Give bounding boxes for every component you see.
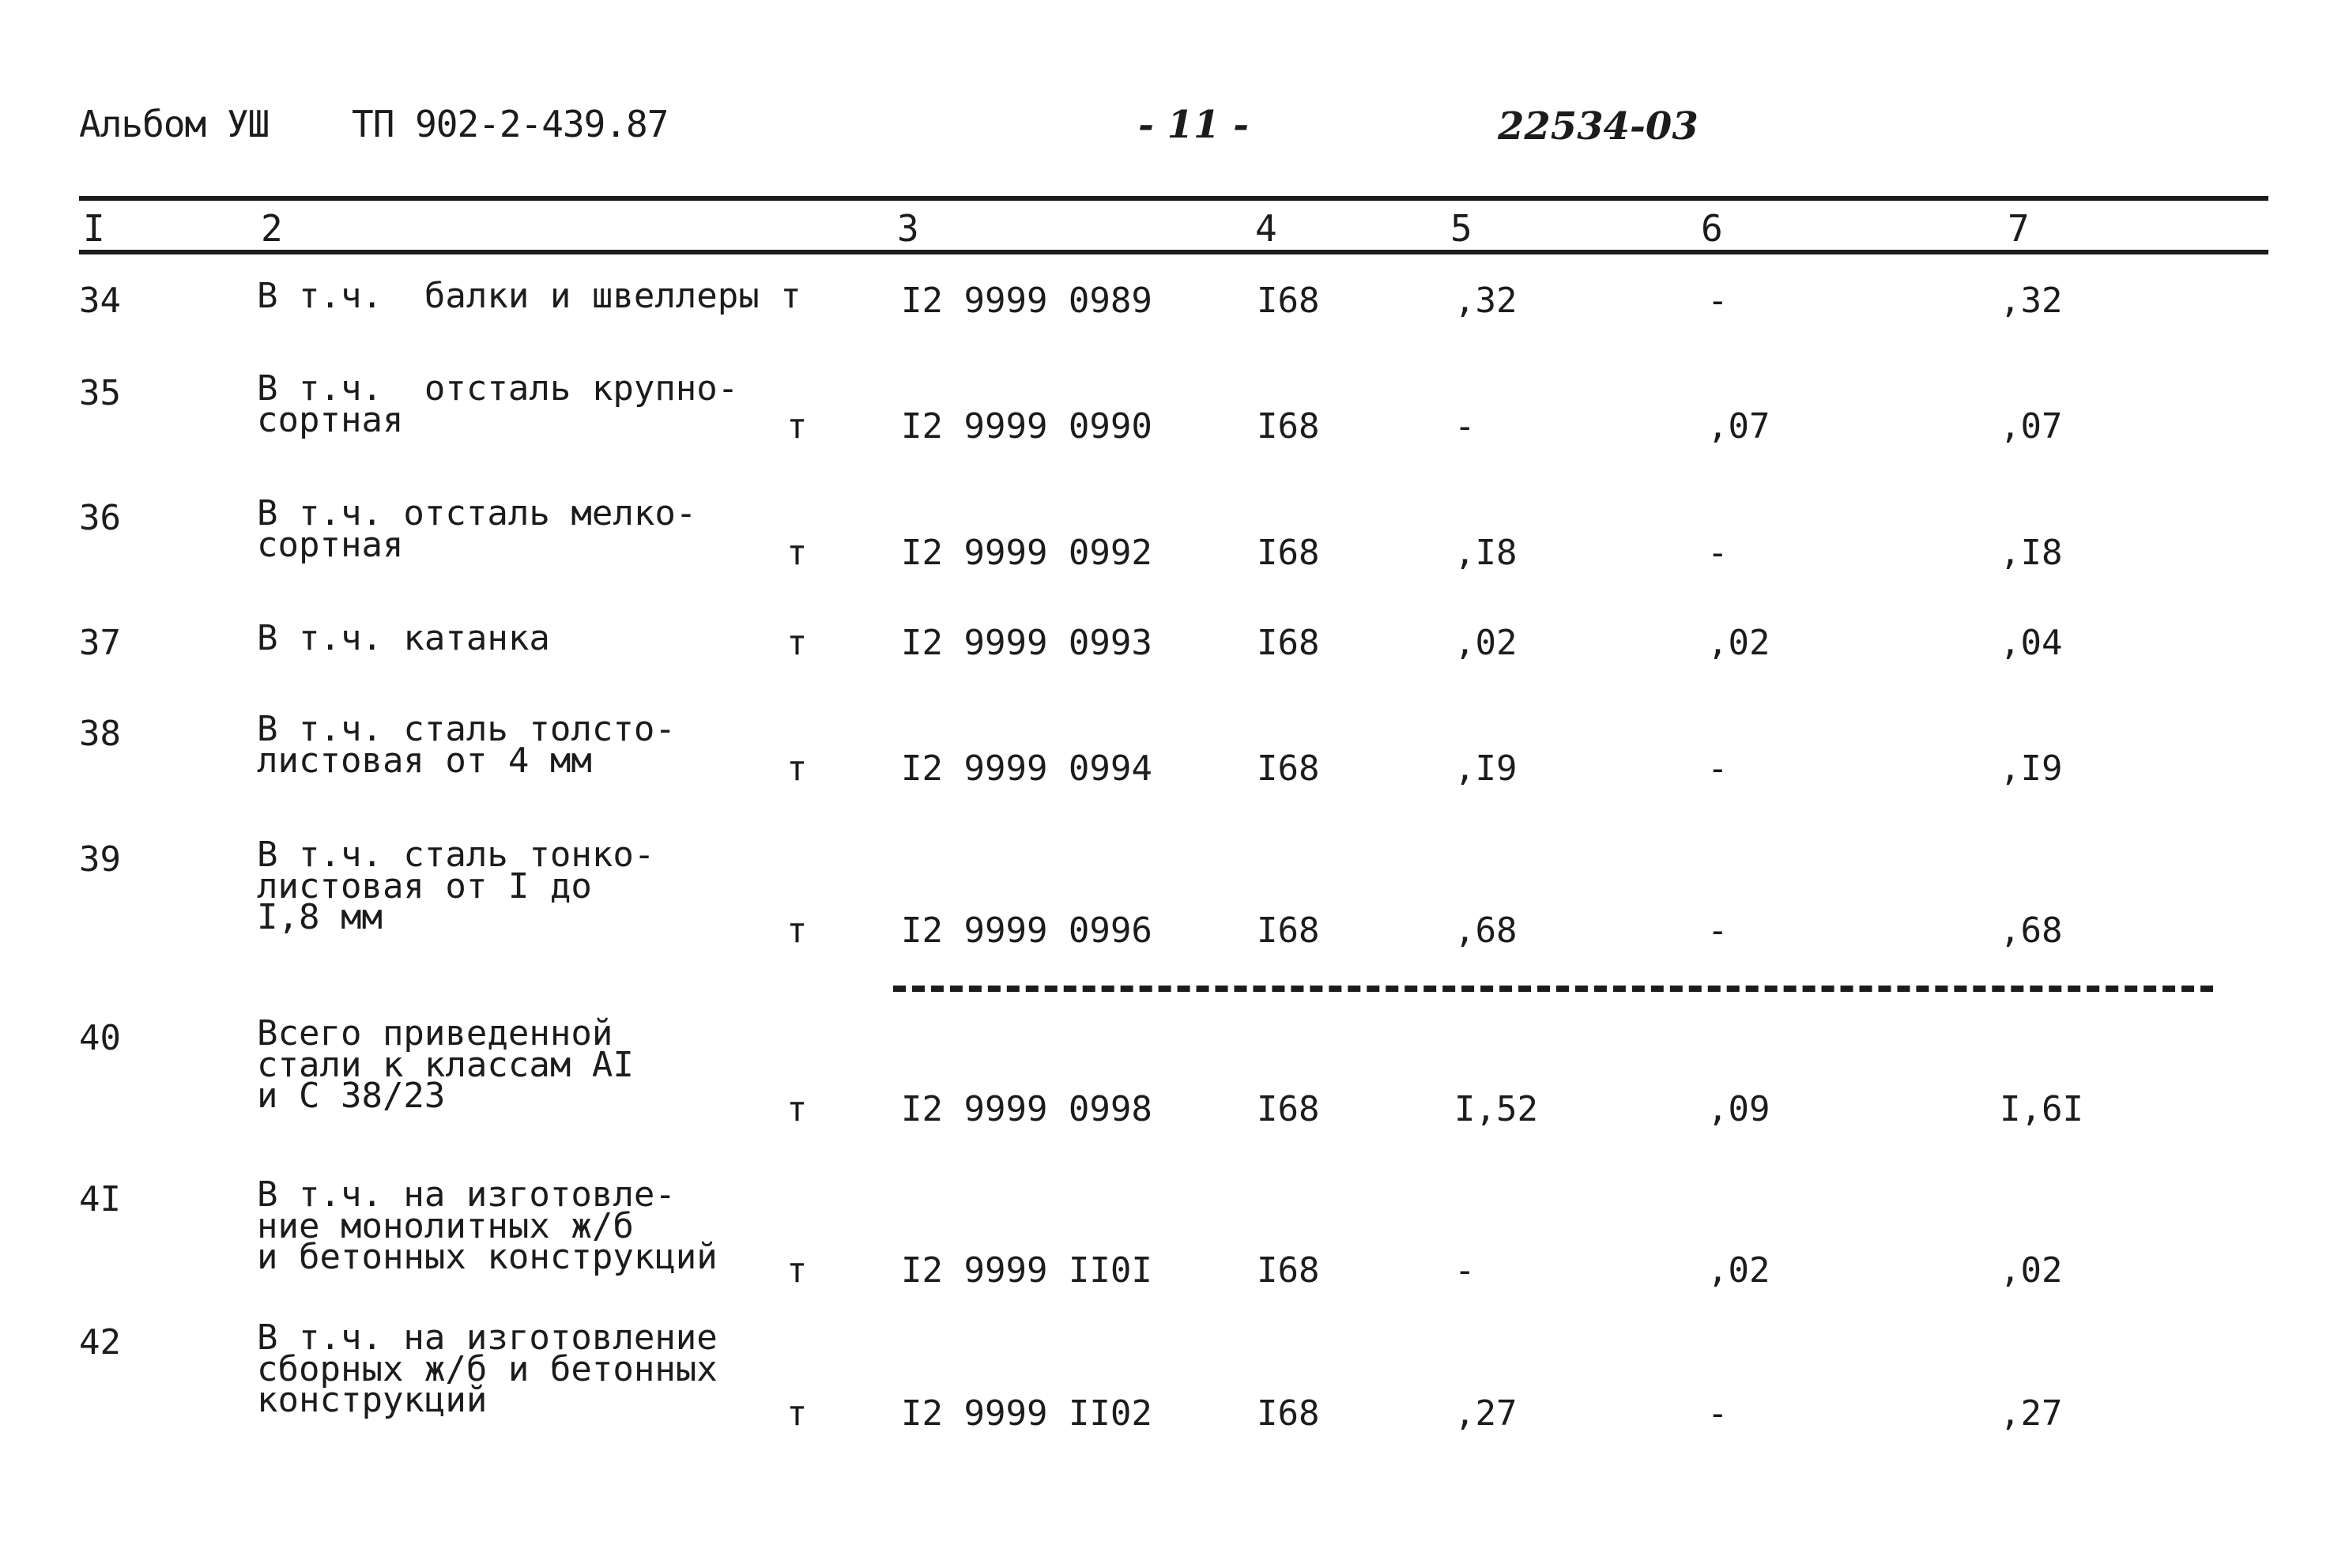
unit-label: т	[786, 1393, 808, 1434]
col6-value: -	[1707, 281, 1729, 321]
col7-value: ,02	[2000, 1250, 2063, 1291]
item-code: I2 9999 0992	[901, 533, 1152, 573]
row-number: 4I	[79, 1179, 121, 1219]
item-name: Всего приведенной стали к классам АI и С 38/23	[257, 1013, 634, 1117]
col4-value: I68	[1257, 910, 1320, 951]
item-name: В т.ч. отсталь мелко- сортная	[257, 493, 697, 565]
column-header-1: I	[83, 207, 105, 250]
col6-value: ,07	[1707, 406, 1770, 447]
item-code: I2 9999 0994	[901, 748, 1152, 789]
column-header-3: 3	[897, 207, 919, 250]
col7-value: ,32	[2000, 281, 2063, 321]
row-number: 36	[79, 498, 121, 538]
col5-value: ,I8	[1454, 533, 1518, 573]
page-number: - 11 -	[1138, 103, 1250, 147]
col4-value: I68	[1257, 406, 1320, 447]
column-header-7: 7	[2008, 207, 2030, 250]
unit-label: т	[786, 406, 808, 447]
row-number: 42	[79, 1322, 121, 1363]
item-name: В т.ч. катанка	[257, 618, 550, 658]
column-header-2: 2	[261, 207, 283, 250]
col5-value: ,02	[1454, 623, 1518, 663]
col5-value: ,27	[1454, 1393, 1518, 1434]
item-code: I2 9999 0998	[901, 1089, 1152, 1129]
col7-value: ,I9	[2000, 748, 2063, 789]
row-number: 35	[79, 373, 121, 413]
col6-value: ,02	[1707, 1250, 1770, 1291]
project-code: ТП 902-2-439.87	[352, 103, 669, 145]
row-number: 40	[79, 1018, 121, 1058]
item-name: В т.ч. сталь тонко- листовая от I до I,8 мм	[257, 835, 655, 938]
row-number: 37	[79, 623, 121, 663]
row-number: 39	[79, 839, 121, 880]
table-top-rule	[79, 196, 2268, 201]
album-label: Альбом УШ	[79, 103, 270, 145]
item-code: I2 9999 0990	[901, 406, 1152, 447]
col6-value: -	[1707, 1393, 1729, 1434]
col7-value: ,07	[2000, 406, 2063, 447]
col4-value: I68	[1257, 1393, 1320, 1434]
dashed-separator	[893, 986, 2213, 992]
col7-value: ,04	[2000, 623, 2063, 663]
column-header-6: 6	[1701, 207, 1723, 250]
col4-value: I68	[1257, 748, 1320, 789]
col6-value: -	[1707, 533, 1729, 573]
column-header-rule	[79, 250, 2268, 254]
item-code: I2 9999 0989	[901, 281, 1152, 321]
col7-value: ,I8	[2000, 533, 2063, 573]
col5-value: I,52	[1454, 1089, 1538, 1129]
item-name: В т.ч. на изготовле- ние монолитных ж/б и бетонных конструкций	[257, 1174, 718, 1278]
col6-value: -	[1707, 748, 1729, 789]
item-code: I2 9999 0996	[901, 910, 1152, 951]
row-number: 38	[79, 714, 121, 754]
col4-value: I68	[1257, 281, 1320, 321]
item-code: I2 9999 0993	[901, 623, 1152, 663]
unit-label: т	[786, 533, 808, 573]
col4-value: I68	[1257, 1250, 1320, 1291]
col6-value: ,02	[1707, 623, 1770, 663]
col5-value: ,68	[1454, 910, 1518, 951]
col5-value: ,32	[1454, 281, 1518, 321]
unit-label: т	[786, 1250, 808, 1291]
unit-label: т	[786, 623, 808, 663]
col7-value: ,27	[2000, 1393, 2063, 1434]
col6-value: ,09	[1707, 1089, 1770, 1129]
col5-value: -	[1454, 406, 1476, 447]
item-name: В т.ч. отсталь крупно- сортная	[257, 368, 739, 440]
col4-value: I68	[1257, 1089, 1320, 1129]
col6-value: -	[1707, 910, 1729, 951]
unit-label: т	[786, 748, 808, 789]
item-name: В т.ч. сталь толсто- листовая от 4 мм	[257, 709, 676, 781]
item-code: I2 9999 II0I	[901, 1250, 1152, 1291]
unit-label: т	[786, 1089, 808, 1129]
item-name: В т.ч. балки и швеллеры т	[257, 276, 801, 316]
col7-value: I,6I	[2000, 1089, 2083, 1129]
col4-value: I68	[1257, 533, 1320, 573]
col5-value: -	[1454, 1250, 1476, 1291]
column-header-5: 5	[1450, 207, 1472, 250]
unit-label: т	[786, 910, 808, 951]
col4-value: I68	[1257, 623, 1320, 663]
document-code: 22534-03	[1498, 104, 1699, 149]
item-code: I2 9999 II02	[901, 1393, 1152, 1434]
col5-value: ,I9	[1454, 748, 1518, 789]
col7-value: ,68	[2000, 910, 2063, 951]
column-header-4: 4	[1255, 207, 1277, 250]
row-number: 34	[79, 281, 121, 321]
item-name: В т.ч. на изготовление сборных ж/б и бетонных конструкций	[257, 1317, 718, 1421]
